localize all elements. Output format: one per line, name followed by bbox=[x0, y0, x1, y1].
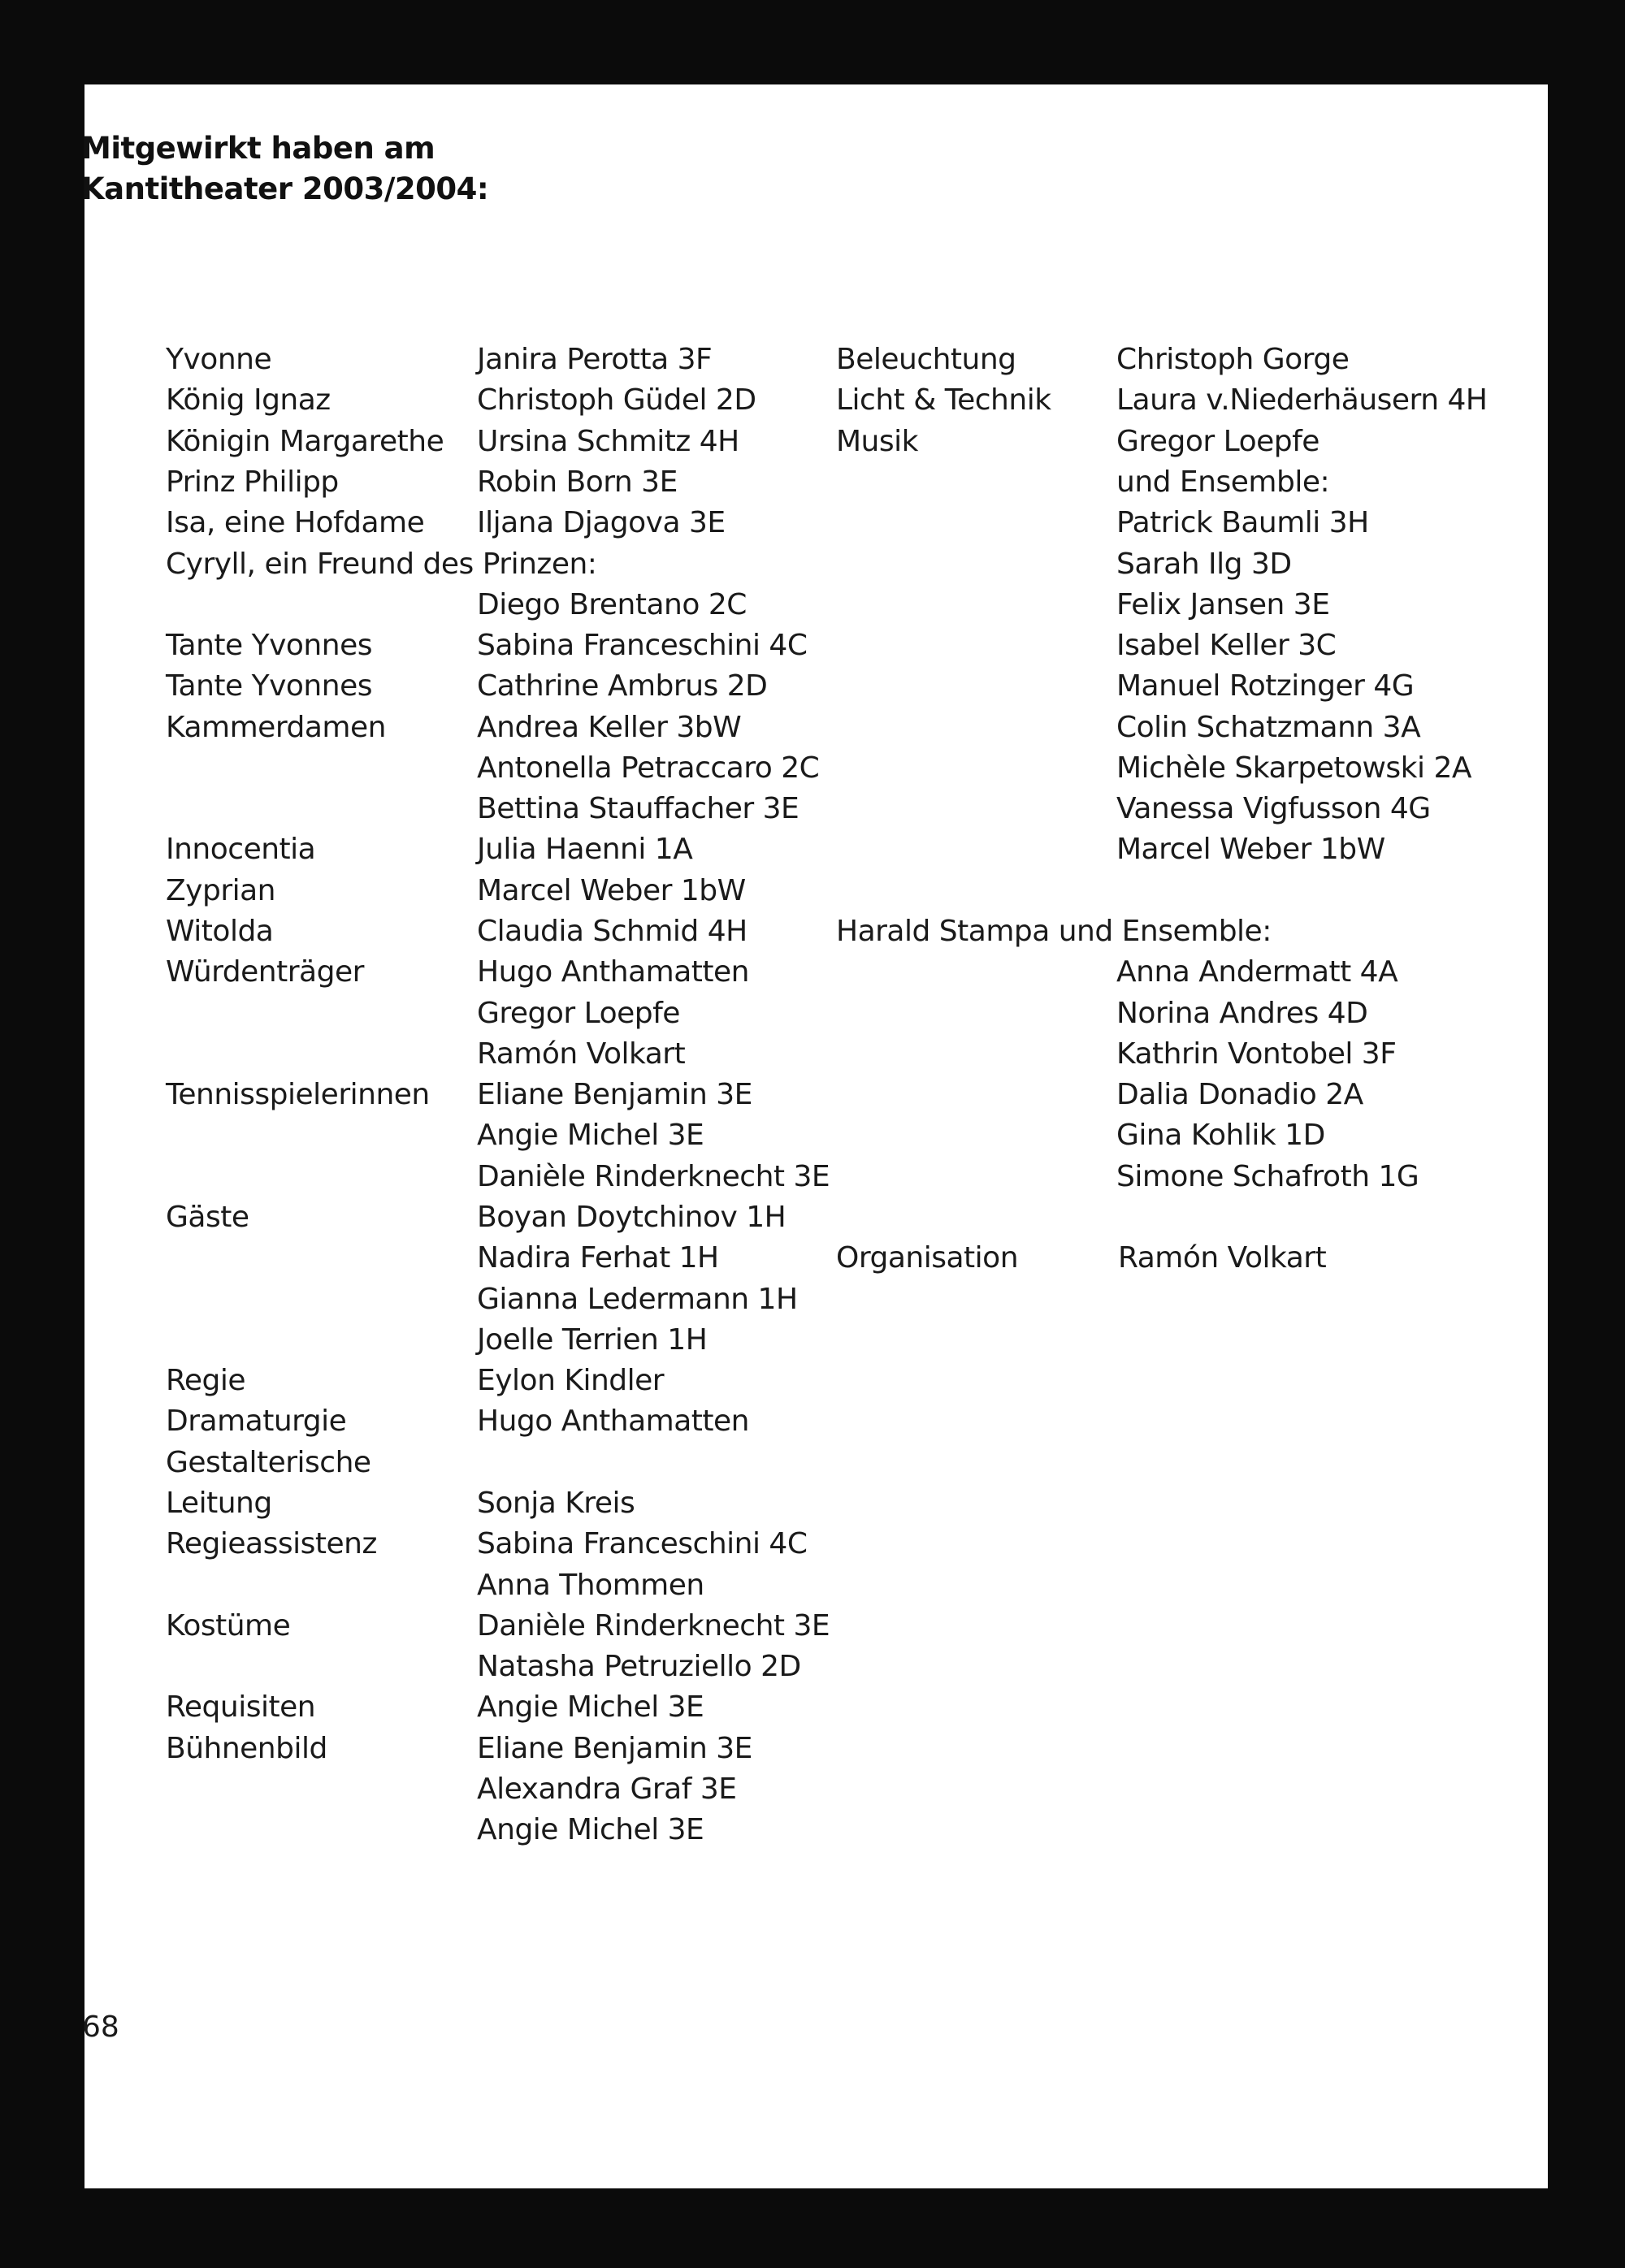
crew-name: Norina Andres 4D bbox=[1116, 997, 1368, 1030]
cast-name: Sonja Kreis bbox=[477, 1487, 635, 1520]
cast-name: Sabina Franceschini 4C bbox=[477, 629, 808, 662]
cast-name: Ursina Schmitz 4H bbox=[477, 425, 739, 458]
credits-heading bbox=[81, 128, 488, 210]
cast-name: Eliane Benjamin 3E bbox=[477, 1078, 752, 1111]
cast-name: Ramón Volkart bbox=[477, 1037, 686, 1071]
cast-name: Bettina Stauffacher 3E bbox=[477, 792, 800, 825]
role-label: Licht & Technik bbox=[836, 383, 1051, 417]
page-number: 68 bbox=[82, 2010, 119, 2044]
cast-name: Anna Thommen bbox=[477, 1569, 704, 1602]
role-label: Cyryll, ein Freund des Prinzen: bbox=[166, 548, 597, 581]
role-label: Tennisspielerinnen bbox=[166, 1078, 430, 1111]
role-label: Yvonne bbox=[166, 343, 272, 376]
crew-name: Isabel Keller 3C bbox=[1116, 629, 1337, 662]
cast-name: Christoph Güdel 2D bbox=[477, 383, 756, 417]
crew-name: Gina Kohlik 1D bbox=[1116, 1119, 1325, 1152]
role-label: Requisiten bbox=[166, 1690, 316, 1724]
crew-name: Gregor Loepfe bbox=[1116, 425, 1320, 458]
role-label: Tante Yvonnes bbox=[166, 629, 372, 662]
cast-name: Danièle Rinderknecht 3E bbox=[477, 1609, 830, 1643]
cast-name: Gregor Loepfe bbox=[477, 997, 680, 1030]
role-label: Gestalterische bbox=[166, 1446, 371, 1479]
role-label: Bühnenbild bbox=[166, 1732, 327, 1765]
crew-name: und Ensemble: bbox=[1116, 465, 1330, 499]
role-label: Harald Stampa und Ensemble: bbox=[836, 915, 1272, 948]
role-label: Dramaturgie bbox=[166, 1405, 347, 1438]
cast-name: Natasha Petruziello 2D bbox=[477, 1650, 801, 1683]
role-label: Würdenträger bbox=[166, 955, 364, 989]
cast-name: Sabina Franceschini 4C bbox=[477, 1527, 808, 1560]
cast-name: Alexandra Graf 3E bbox=[477, 1772, 737, 1806]
cast-name: Gianna Ledermann 1H bbox=[477, 1283, 798, 1316]
role-label: Tante Yvonnes bbox=[166, 669, 372, 703]
role-label: Isa, eine Hofdame bbox=[166, 506, 425, 539]
cast-name: Eylon Kindler bbox=[477, 1364, 665, 1397]
crew-name: Felix Jansen 3E bbox=[1116, 588, 1330, 621]
role-label: Witolda bbox=[166, 915, 274, 948]
role-label: Regie bbox=[166, 1364, 246, 1397]
cast-name: Marcel Weber 1bW bbox=[477, 874, 746, 907]
crew-name: Sarah Ilg 3D bbox=[1116, 548, 1292, 581]
cast-name: Angie Michel 3E bbox=[477, 1813, 704, 1846]
cast-name: Andrea Keller 3bW bbox=[477, 711, 742, 744]
cast-name: Angie Michel 3E bbox=[477, 1690, 704, 1724]
cast-name: Angie Michel 3E bbox=[477, 1119, 704, 1152]
role-label: Leitung bbox=[166, 1487, 272, 1520]
crew-name: Dalia Donadio 2A bbox=[1116, 1078, 1363, 1111]
cast-name: Danièle Rinderknecht 3E bbox=[477, 1160, 830, 1193]
crew-name: Simone Schafroth 1G bbox=[1116, 1160, 1419, 1193]
role-label: König Ignaz bbox=[166, 383, 331, 417]
heading-line-2: Kantitheater 2003/2004: bbox=[81, 171, 489, 206]
cast-name: Antonella Petraccaro 2C bbox=[477, 751, 820, 785]
role-label: Regieassistenz bbox=[166, 1527, 377, 1560]
cast-name: Janira Perotta 3F bbox=[477, 343, 713, 376]
role-label: Prinz Philipp bbox=[166, 465, 339, 499]
crew-name: Kathrin Vontobel 3F bbox=[1116, 1037, 1397, 1071]
crew-name: Michèle Skarpetowski 2A bbox=[1116, 751, 1472, 785]
crew-name: Manuel Rotzinger 4G bbox=[1116, 669, 1415, 703]
cast-name: Julia Haenni 1A bbox=[477, 833, 693, 866]
cast-name: Joelle Terrien 1H bbox=[477, 1323, 708, 1357]
crew-name: Anna Andermatt 4A bbox=[1116, 955, 1398, 989]
role-label: Musik bbox=[836, 425, 918, 458]
crew-name: Patrick Baumli 3H bbox=[1116, 506, 1369, 539]
cast-name: Claudia Schmid 4H bbox=[477, 915, 748, 948]
crew-name: Laura v.Niederhäusern 4H bbox=[1116, 383, 1488, 417]
cast-name: Diego Brentano 2C bbox=[477, 588, 747, 621]
cast-name: Robin Born 3E bbox=[477, 465, 678, 499]
crew-name: Vanessa Vigfusson 4G bbox=[1116, 792, 1431, 825]
role-label: Gäste bbox=[166, 1201, 249, 1234]
crew-name: Marcel Weber 1bW bbox=[1116, 833, 1385, 866]
cast-name: Iljana Djagova 3E bbox=[477, 506, 726, 539]
crew-name: Christoph Gorge bbox=[1116, 343, 1350, 376]
role-label: Kammerdamen bbox=[166, 711, 386, 744]
cast-name: Hugo Anthamatten bbox=[477, 1405, 749, 1438]
role-label: Beleuchtung bbox=[836, 343, 1016, 376]
cast-name: Nadira Ferhat 1H bbox=[477, 1241, 719, 1275]
role-label: Organisation bbox=[836, 1241, 1019, 1275]
cast-name: Eliane Benjamin 3E bbox=[477, 1732, 752, 1765]
role-label: Kostüme bbox=[166, 1609, 291, 1643]
crew-name: Ramón Volkart bbox=[1118, 1241, 1327, 1275]
role-label: Königin Margarethe bbox=[166, 425, 444, 458]
cast-name: Boyan Doytchinov 1H bbox=[477, 1201, 786, 1234]
role-label: Zyprian bbox=[166, 874, 275, 907]
role-label: Innocentia bbox=[166, 833, 316, 866]
crew-name: Colin Schatzmann 3A bbox=[1116, 711, 1421, 744]
cast-name: Cathrine Ambrus 2D bbox=[477, 669, 768, 703]
heading-line-1: Mitgewirkt haben am bbox=[81, 131, 436, 166]
cast-name: Hugo Anthamatten bbox=[477, 955, 749, 989]
